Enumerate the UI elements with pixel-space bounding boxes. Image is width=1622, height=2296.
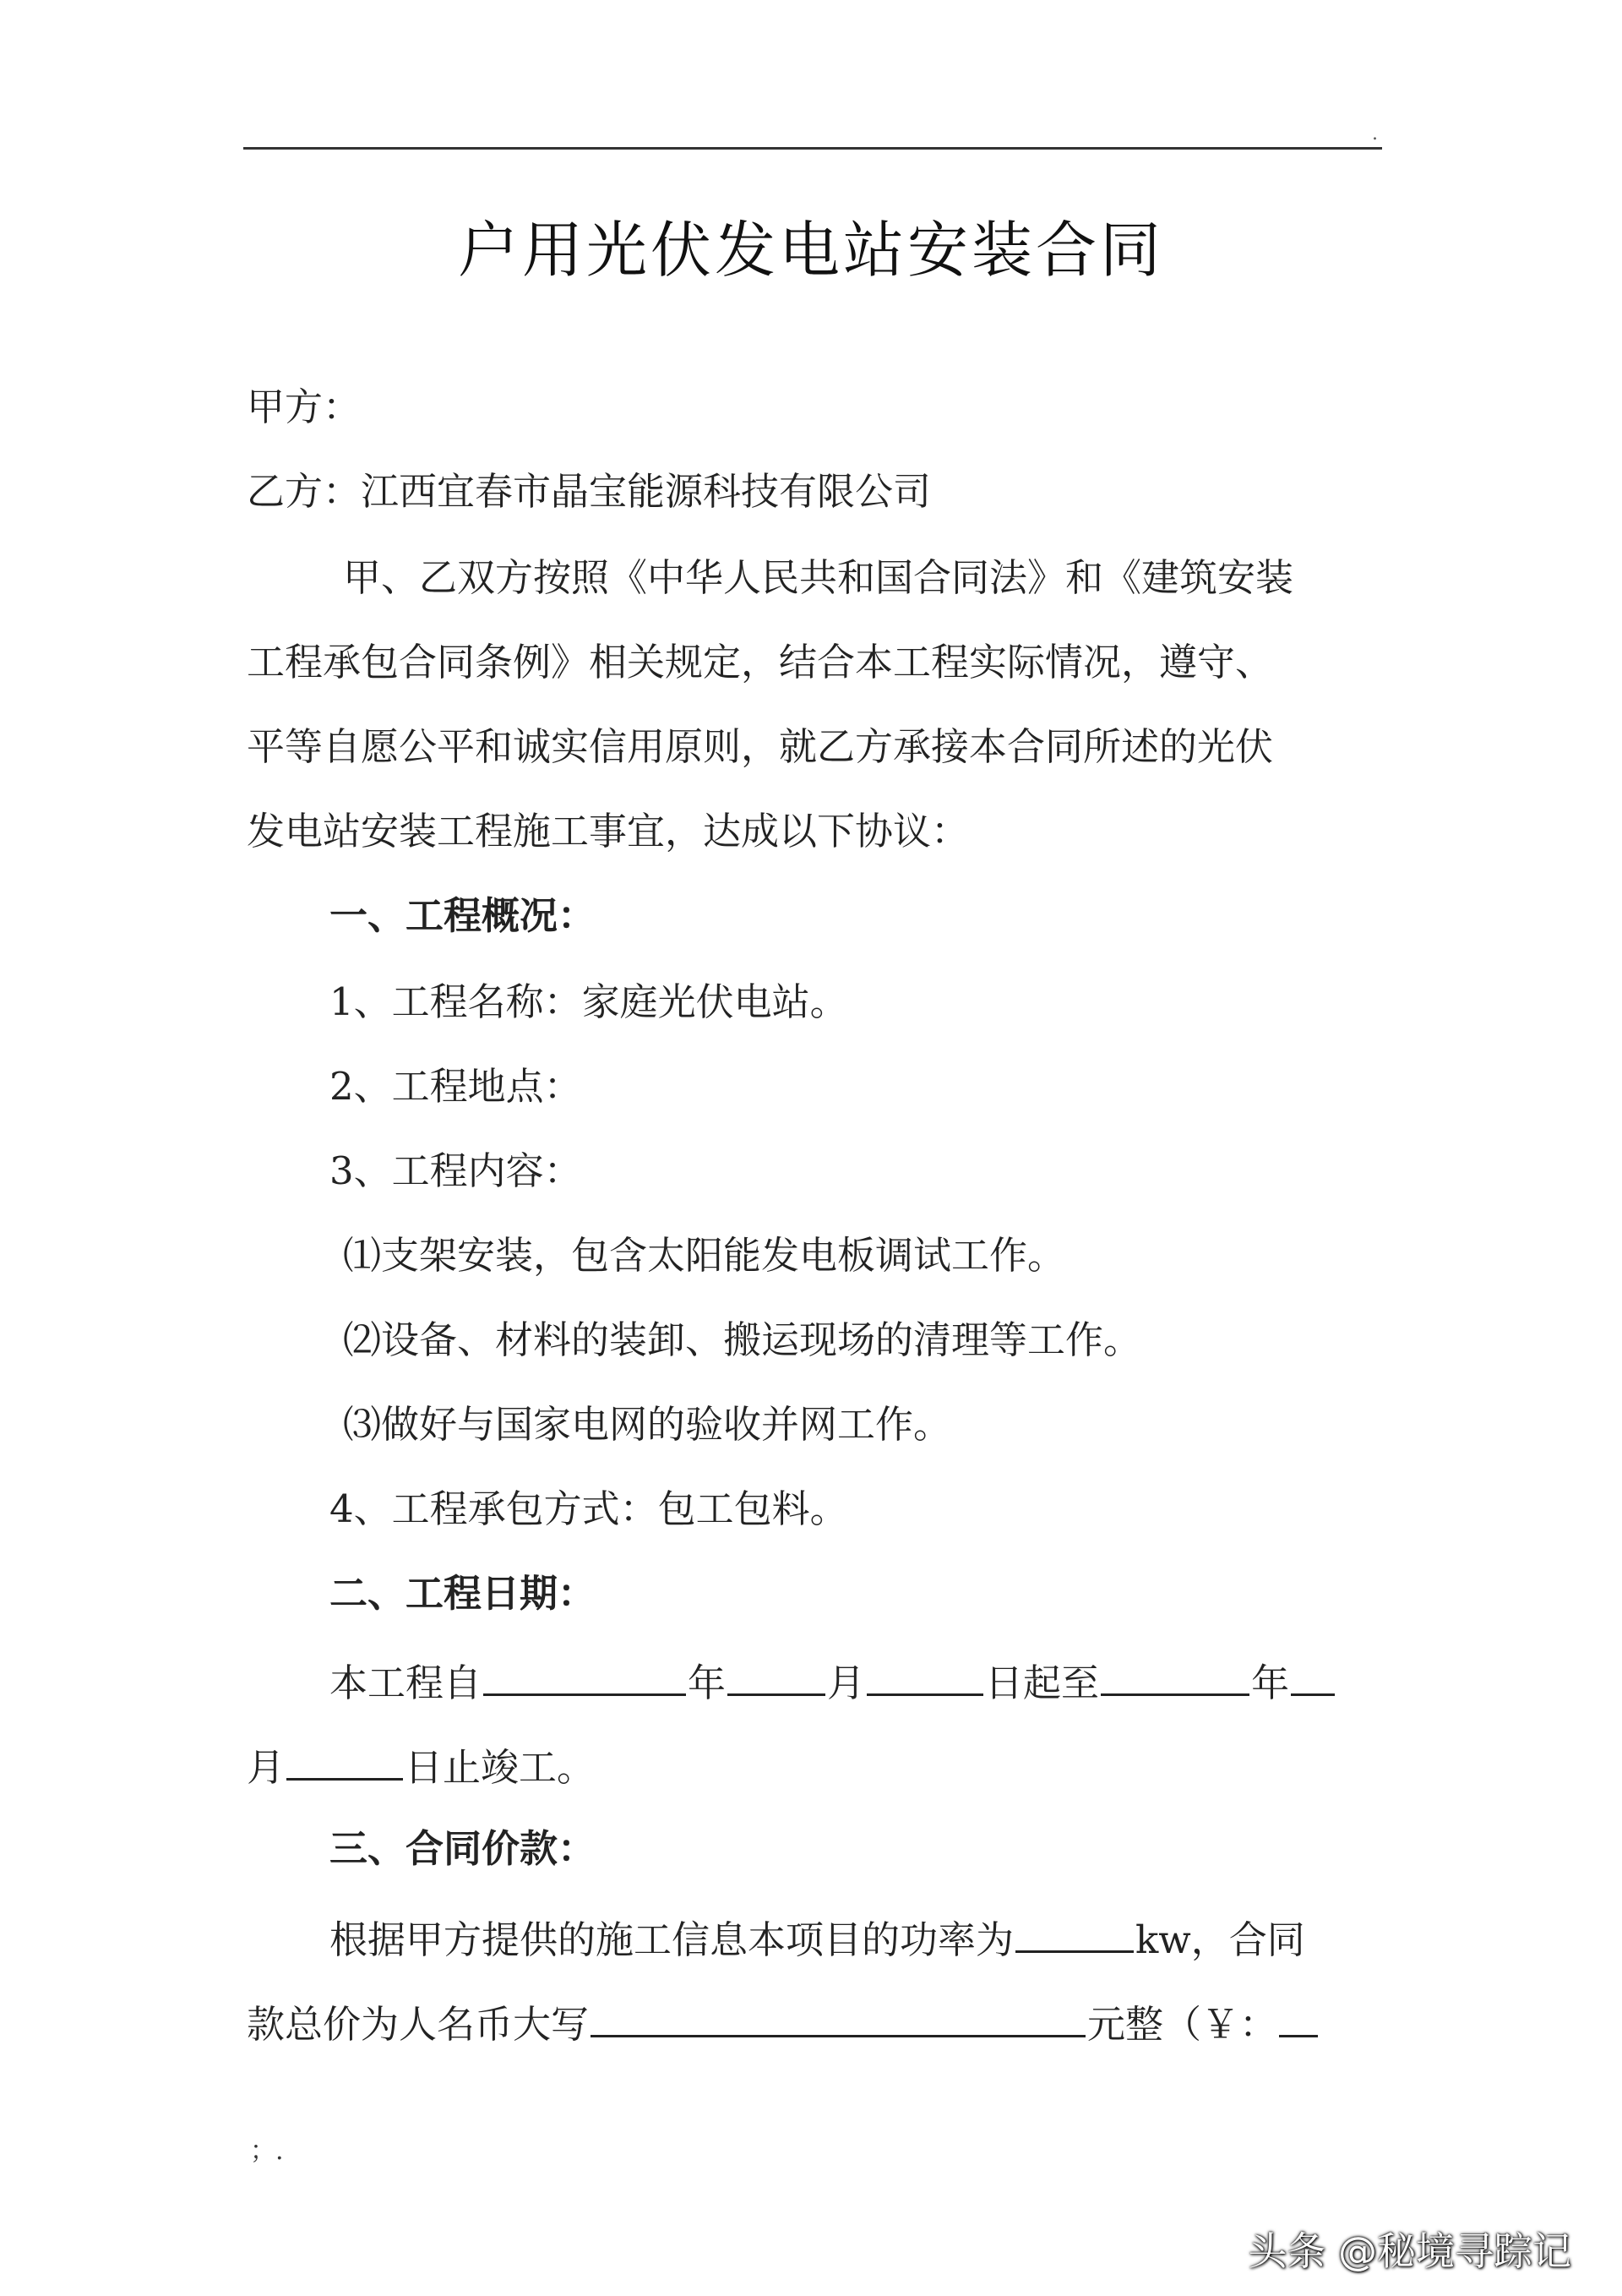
total-price-words-blank[interactable] <box>591 1996 1086 2037</box>
start-year-blank[interactable] <box>483 1655 686 1696</box>
section-1-heading: 一、工程概况： <box>329 893 596 938</box>
project-content-item: 3、工程内容： <box>329 1148 582 1193</box>
date-line-1 <box>329 1655 1336 1709</box>
party-b-label: 乙方：江西宜春市晶宝能源科技有限公司 <box>247 469 932 514</box>
party-a-label: 甲方： <box>247 384 362 429</box>
intro-line-1: 甲、乙双方按照《中华人民共和国合同法》和《建筑安装 <box>343 555 1294 600</box>
price-line-2 <box>247 1996 1320 2050</box>
content-sub-1: ⑴支架安装，包含太阳能发电板调试工作。 <box>343 1233 1066 1278</box>
contract-title: 户用光伏发电站安装合同 <box>457 215 1164 286</box>
total-price-suffix: 元整（￥： <box>1087 2002 1278 2047</box>
year-label: 年 <box>688 1661 727 1705</box>
section-3-heading: 三、合同价款： <box>329 1826 596 1871</box>
end-month-blank-start[interactable] <box>1291 1655 1335 1696</box>
year2-label: 年 <box>1251 1661 1290 1705</box>
content-sub-2: ⑵设备、材料的装卸、搬运现场的清理等工作。 <box>343 1317 1142 1362</box>
end-year-blank[interactable] <box>1101 1655 1249 1696</box>
month-label: 月 <box>827 1661 866 1705</box>
section-2-heading: 二、工程日期： <box>329 1571 596 1616</box>
start-day-blank[interactable] <box>867 1655 983 1696</box>
intro-line-2: 工程承包合同条例》相关规定，结合本工程实际情况，遵守、 <box>247 640 1274 684</box>
footer-marks: ；. <box>250 2136 284 2166</box>
end-day-blank[interactable] <box>286 1739 403 1781</box>
start-month-blank[interactable] <box>727 1655 825 1696</box>
intro-line-3: 平等自愿公平和诚实信用原则，就乙方承接本合同所述的光伏 <box>247 724 1274 769</box>
project-location-item: 2、工程地点： <box>329 1064 582 1109</box>
power-unit: kw，合同 <box>1135 1917 1305 1962</box>
month2-label: 月 <box>247 1745 286 1790</box>
intro-line-4: 发电站安装工程施工事宜，达成以下协议： <box>247 809 970 854</box>
content-sub-3: ⑶做好与国家电网的验收并网工作。 <box>343 1402 952 1447</box>
power-prefix: 根据甲方提供的施工信息本项目的功率为 <box>329 1917 1015 1962</box>
contract-method-item: 4、工程承包方式：包工包料。 <box>329 1486 848 1531</box>
header-rule <box>243 147 1382 150</box>
project-name-item: 1、工程名称：家庭光伏电站。 <box>329 979 848 1024</box>
day-from-label: 日起至 <box>985 1661 1100 1705</box>
total-price-prefix: 款总价为人名币大写 <box>247 2002 590 2047</box>
total-price-number-blank[interactable] <box>1279 1996 1318 2037</box>
watermark: 头条 @秘境寻踪记 <box>1248 2228 1571 2274</box>
completion-label: 日止竣工。 <box>405 1745 596 1790</box>
corner-mark: . <box>1372 123 1378 145</box>
power-blank[interactable] <box>1015 1912 1134 1953</box>
date-prefix: 本工程自 <box>329 1661 482 1705</box>
date-line-2 <box>247 1739 595 1793</box>
price-line-1 <box>329 1912 1305 1966</box>
